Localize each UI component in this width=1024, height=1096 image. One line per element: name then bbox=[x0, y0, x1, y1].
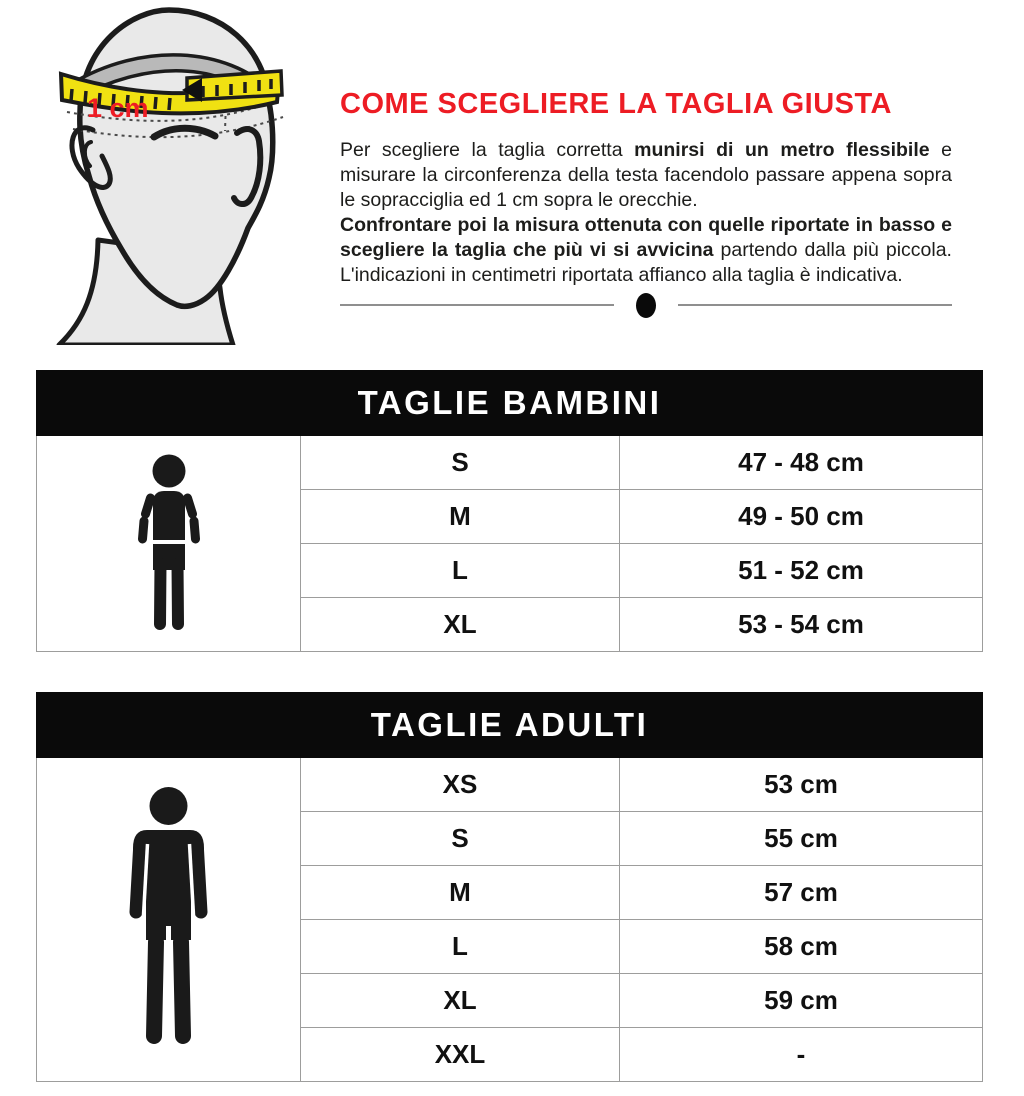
size-label: XXL bbox=[301, 1028, 620, 1081]
size-measure: 49 - 50 cm bbox=[738, 501, 864, 531]
table-body bbox=[36, 758, 983, 1082]
table-row bbox=[301, 920, 982, 974]
top-section bbox=[0, 0, 1024, 345]
table-title: TAGLIE ADULTI bbox=[36, 692, 983, 758]
guide-paragraph bbox=[340, 138, 952, 288]
guide-title: COME SCEGLIERE LA TAGLIA GIUSTA bbox=[340, 88, 892, 120]
size-table-adulti bbox=[36, 692, 983, 1082]
one-cm-label: 1 cm bbox=[87, 93, 149, 123]
divider-dot-icon bbox=[636, 293, 656, 318]
guide-text-bold: Confrontare poi la misura ottenuta con quelle riportate in basso e scegliere la taglia che più vi si avvicina bbox=[340, 214, 952, 261]
divider-line bbox=[678, 304, 952, 306]
size-label: M bbox=[301, 866, 620, 919]
head-measure-icon bbox=[0, 0, 332, 345]
size-table-bambini bbox=[36, 370, 983, 652]
size-measure: 55 cm bbox=[764, 823, 838, 853]
size-label: L bbox=[301, 544, 620, 597]
guide-text-run: e misurare la circonferenza della testa facendolo passare appena sopra le sopracciglia ed 1 cm sopra le orecchie. bbox=[340, 139, 953, 211]
section-divider bbox=[340, 292, 952, 318]
size-measure: 53 - 54 cm bbox=[738, 609, 864, 639]
child-icon bbox=[37, 436, 301, 651]
size-label: L bbox=[301, 920, 620, 973]
size-measure: 47 - 48 cm bbox=[738, 447, 864, 477]
table-row bbox=[301, 866, 982, 920]
instructions-block bbox=[340, 0, 952, 345]
divider-line bbox=[340, 304, 614, 306]
table-row bbox=[301, 544, 982, 598]
size-measure: 51 - 52 cm bbox=[738, 555, 864, 585]
table-row bbox=[301, 598, 982, 651]
table-row bbox=[301, 812, 982, 866]
size-label: XL bbox=[301, 598, 620, 651]
table-rows bbox=[301, 436, 982, 651]
size-label: XL bbox=[301, 974, 620, 1027]
size-measure: - bbox=[796, 1039, 806, 1069]
size-measure: 53 cm bbox=[764, 769, 838, 799]
head-measure-illustration bbox=[0, 0, 332, 345]
table-row bbox=[301, 490, 982, 544]
size-label: M bbox=[301, 490, 620, 543]
table-rows bbox=[301, 758, 982, 1081]
adult-icon bbox=[37, 758, 301, 1081]
size-label: S bbox=[301, 436, 620, 489]
size-label: XS bbox=[301, 758, 620, 811]
table-row bbox=[301, 758, 982, 812]
guide-text-run: partendo dalla più piccola. L'indicazioni in centimetri riportata affianco alla taglia è indicativa. bbox=[340, 239, 952, 286]
guide-text-run: Per scegliere la taglia corretta bbox=[340, 139, 635, 161]
table-body bbox=[36, 436, 983, 652]
guide-text-bold: munirsi di un metro flessibile bbox=[634, 139, 930, 161]
table-row bbox=[301, 1028, 982, 1081]
table-title: TAGLIE BAMBINI bbox=[36, 370, 983, 436]
size-measure: 59 cm bbox=[764, 985, 838, 1015]
size-measure: 58 cm bbox=[764, 931, 838, 961]
size-measure: 57 cm bbox=[764, 877, 838, 907]
table-row bbox=[301, 974, 982, 1028]
size-label: S bbox=[301, 812, 620, 865]
table-row bbox=[301, 436, 982, 490]
